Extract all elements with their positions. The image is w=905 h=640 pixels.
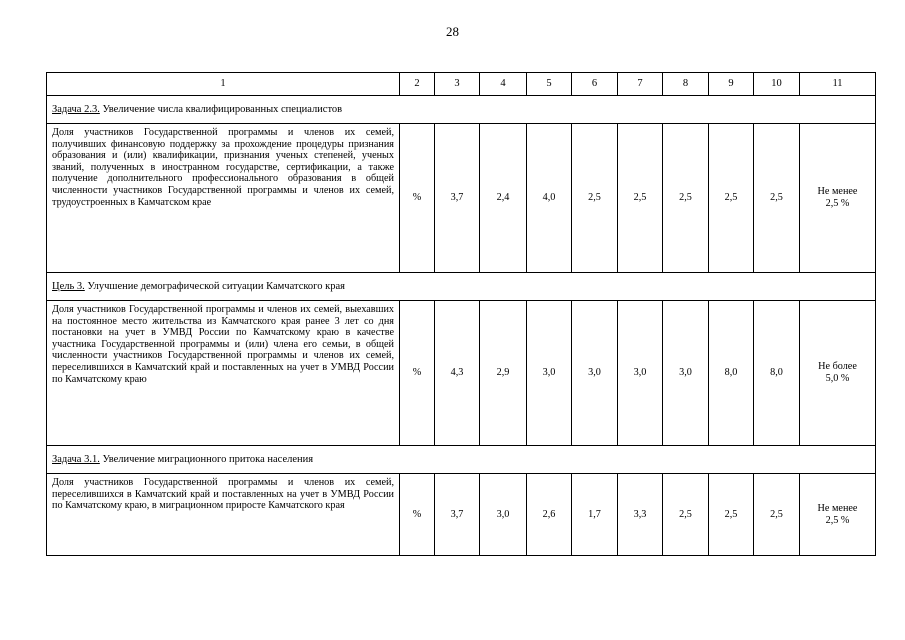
section-text: Увеличение числа квалифицированных специалистов [102, 103, 343, 115]
section-prefix: Задача 2.3. [52, 103, 100, 115]
value-cell: 3,7 [435, 474, 480, 556]
value-cell: 8,0 [709, 301, 754, 446]
table-row [47, 474, 876, 556]
section-prefix: Задача 3.1. [52, 453, 100, 465]
target-cell [800, 124, 876, 273]
target-value: 2,5 % [825, 198, 850, 209]
column-header: 4 [480, 73, 527, 96]
column-header: 5 [527, 73, 572, 96]
value-cell: 3,0 [527, 301, 572, 446]
unit-cell: % [400, 124, 435, 273]
section-prefix: Цель 3. [52, 280, 85, 292]
indicators-table [46, 72, 876, 556]
value-cell: 4,3 [435, 301, 480, 446]
value-cell: 3,0 [663, 301, 709, 446]
header-row [47, 73, 876, 96]
value-cell: 2,5 [709, 124, 754, 273]
value-cell: 2,5 [663, 474, 709, 556]
section-row [47, 96, 876, 124]
value-cell: 2,5 [663, 124, 709, 273]
target-cell [800, 474, 876, 556]
indicator-description: Доля участников Государственной программы и членов их семей, переселившихся в Камчатский край и поставленных на учет в УМВД России по Камчатскому краю, в миграционном приросте Камчатского края [47, 474, 400, 556]
indicator-description: Доля участников Государственной программы и членов их семей, выехавших на постоянное место жительства из Камчатского края ранее 3 лет со дня постановки на учет в УМВД России по Камчатскому краю в качестве участника Государственной программы и (или) члена его семьи, в общей численности участников Государственной программы и членов их семей, переселившихся в Камчатский край и поставленных на учет в УМВД России по Камчатскому краю [47, 301, 400, 446]
value-cell: 1,7 [572, 474, 618, 556]
indicator-description: Доля участников Государственной программы и членов их семей, получивших финансовую поддержку за прохождение процедуры признания образования и (или) квалификации, признания ученых степеней, ученых званий, полученных в иностранном государстве, сертификации, а также получение дополнительного профессионального образования в общей численности участников Государственной программы и членов их семей, трудоустроенных в Камчатском крае [47, 124, 400, 273]
unit-cell: % [400, 474, 435, 556]
value-cell: 2,9 [480, 301, 527, 446]
value-cell: 2,5 [754, 124, 800, 273]
section-text: Увеличение миграционного притока населения [102, 453, 314, 465]
section-title [47, 96, 876, 124]
section-title [47, 446, 876, 474]
target-value: 5,0 % [825, 373, 850, 384]
column-header: 1 [47, 73, 400, 96]
column-header: 3 [435, 73, 480, 96]
value-cell: 3,0 [572, 301, 618, 446]
section-title [47, 273, 876, 301]
value-cell: 2,6 [527, 474, 572, 556]
page-number: 28 [446, 24, 459, 39]
column-header: 10 [754, 73, 800, 96]
target-cell [800, 301, 876, 446]
value-cell: 2,4 [480, 124, 527, 273]
value-cell: 3,7 [435, 124, 480, 273]
column-header: 7 [618, 73, 663, 96]
section-text: Улучшение демографической ситуации Камчатского края [87, 280, 345, 292]
table-row [47, 124, 876, 273]
value-cell: 2,5 [572, 124, 618, 273]
target-qualifier: Не менее [817, 502, 858, 514]
value-cell: 2,5 [754, 474, 800, 556]
value-cell: 3,0 [480, 474, 527, 556]
column-header: 11 [800, 73, 876, 96]
column-header: 2 [400, 73, 435, 96]
section-row [47, 446, 876, 474]
column-header: 8 [663, 73, 709, 96]
value-cell: 2,5 [618, 124, 663, 273]
section-row [47, 273, 876, 301]
value-cell: 8,0 [754, 301, 800, 446]
value-cell: 4,0 [527, 124, 572, 273]
target-qualifier: Не менее [817, 186, 858, 198]
target-value: 2,5 % [825, 514, 850, 526]
target-qualifier: Не более [818, 361, 857, 373]
column-header: 9 [709, 73, 754, 96]
value-cell: 2,5 [709, 474, 754, 556]
value-cell: 3,3 [618, 474, 663, 556]
table-row [47, 301, 876, 446]
unit-cell: % [400, 301, 435, 446]
column-header: 6 [572, 73, 618, 96]
value-cell: 3,0 [618, 301, 663, 446]
